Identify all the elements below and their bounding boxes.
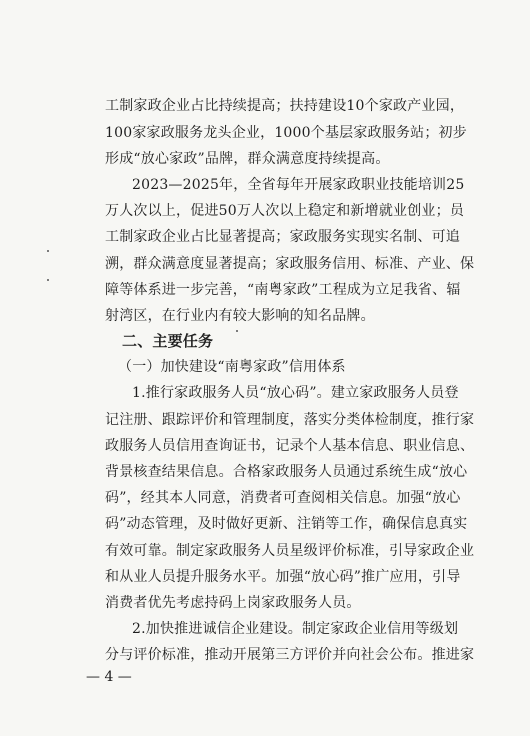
section-heading: 二、主要任务 — [122, 332, 214, 350]
text-line: 溯，群众满意度显著提高；家政服务信用、标准、产业、保 — [105, 256, 475, 272]
text-line: 射湾区，在行业内有较大影响的知名品牌。 — [105, 308, 375, 324]
scan-speck — [47, 250, 49, 252]
paragraph-first-line: 2023—2025年，全省每年开展家政职业技能培训25 — [132, 177, 465, 193]
text-line: 政服务人员信用查询证书，记录个人基本信息、职业信息、 — [105, 438, 475, 454]
text-line: 工制家政企业占比持续提高；扶持建设10个家政产业园， — [105, 98, 465, 114]
text-line: 码”动态管理，及时做好更新、注销等工作，确保信息真实 — [105, 516, 468, 532]
page-number: — 4 — — [86, 669, 132, 685]
scan-speck — [236, 330, 238, 332]
paragraph-first-line: 2.加快推进诚信企业建设。制定家政企业信用等级划 — [132, 621, 459, 637]
text-line: 100家家政服务龙头企业，1000个基层家政服务站；初步 — [105, 125, 467, 141]
text-line: 工制家政企业占比显著提高；家政服务实现实名制、可追 — [105, 229, 460, 245]
text-line: 障等体系进一步完善，“南粤家政”工程成为立足我省、辐 — [105, 282, 461, 298]
paragraph-first-line: 1.推行家政服务人员“放心码”。建立家政服务人员登 — [132, 385, 459, 401]
text-line: 形成“放心家政”品牌，群众满意度持续提高。 — [105, 151, 390, 167]
text-line: 消费者优先考虑持码上岗家政服务人员。 — [105, 595, 361, 611]
text-line: 记注册、跟踪评价和管理制度，落实分类体检制度，推行家 — [105, 412, 475, 428]
text-line: 分与评价标准，推动开展第三方评价并向社会公布。推进家 — [105, 647, 475, 663]
text-line: 万人次以上，促进50万人次以上稳定和新增就业创业；员 — [105, 203, 465, 219]
text-line: 有效可靠。制定家政服务人员星级评价标准，引导家政企业 — [105, 543, 475, 559]
text-line: 和从业人员提升服务水平。加强“放心码”推广应用，引导 — [105, 569, 461, 585]
scan-speck — [47, 279, 49, 281]
subsection-heading: （一）加快建设“南粤家政”信用体系 — [118, 359, 346, 375]
text-line: 码”，经其本人同意，消费者可查阅相关信息。加强“放心 — [105, 490, 461, 506]
text-line: 背景核查结果信息。合格家政服务人员通过系统生成“放心 — [105, 464, 468, 480]
